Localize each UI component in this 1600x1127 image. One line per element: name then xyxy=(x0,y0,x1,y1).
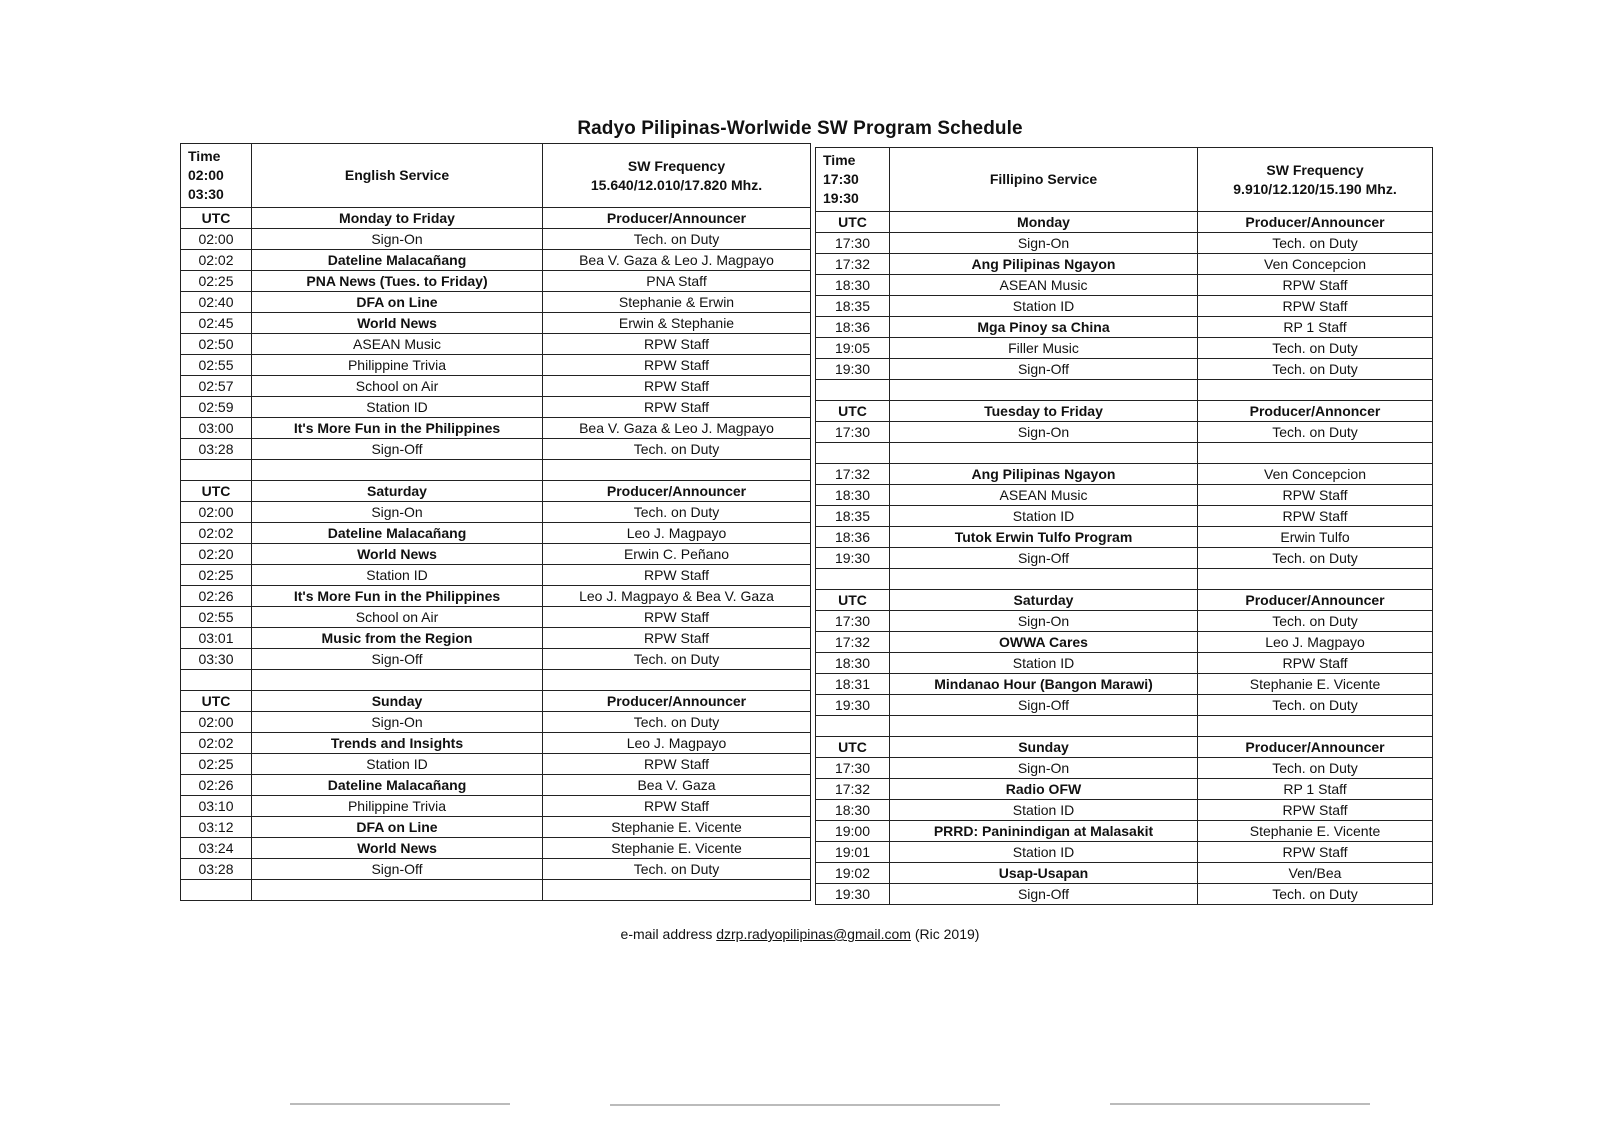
schedule-row xyxy=(181,628,811,649)
time-cell: 18:30 xyxy=(816,275,890,296)
time-cell: 02:26 xyxy=(181,586,252,607)
blank-row xyxy=(181,460,811,481)
program-cell xyxy=(890,569,1198,590)
time-cell: UTC xyxy=(816,737,890,758)
announcer-cell: Producer/Annoncer xyxy=(1198,401,1433,422)
announcer-cell: Bea V. Gaza & Leo J. Magpayo xyxy=(543,250,811,271)
announcer-cell: Tech. on Duty xyxy=(543,649,811,670)
program-cell: ASEAN Music xyxy=(890,485,1198,506)
schedule-row xyxy=(816,611,1433,632)
announcer-cell: Tech. on Duty xyxy=(1198,695,1433,716)
schedule-row xyxy=(816,758,1433,779)
announcer-cell: RPW Staff xyxy=(543,376,811,397)
time-cell xyxy=(816,716,890,737)
program-cell: Sign-On xyxy=(890,233,1198,254)
schedule-row xyxy=(181,397,811,418)
announcer-cell: Leo J. Magpayo xyxy=(543,733,811,754)
scan-edge-mark xyxy=(610,1104,1000,1106)
schedule-row xyxy=(181,565,811,586)
program-cell xyxy=(252,880,543,901)
section-header-row xyxy=(181,691,811,712)
time-cell: UTC xyxy=(816,401,890,422)
announcer-cell: RPW Staff xyxy=(543,565,811,586)
scan-edge-mark xyxy=(1110,1103,1370,1105)
schedule-row xyxy=(181,250,811,271)
announcer-cell: Leo J. Magpayo xyxy=(1198,632,1433,653)
announcer-cell: Erwin C. Peñano xyxy=(543,544,811,565)
time-cell: 17:32 xyxy=(816,779,890,800)
schedule-row xyxy=(816,527,1433,548)
schedule-row xyxy=(816,800,1433,821)
scan-edge-mark xyxy=(290,1103,510,1105)
announcer-cell: Producer/Announcer xyxy=(1198,590,1433,611)
schedule-row xyxy=(816,674,1433,695)
time-cell xyxy=(816,443,890,464)
schedule-row xyxy=(816,653,1433,674)
schedule-row xyxy=(816,275,1433,296)
schedule-row xyxy=(181,775,811,796)
program-cell: Station ID xyxy=(890,800,1198,821)
time-cell: 02:25 xyxy=(181,754,252,775)
time-cell: 03:10 xyxy=(181,796,252,817)
program-cell: Sign-Off xyxy=(252,439,543,460)
schedule-row xyxy=(181,712,811,733)
service-header: Fillipino Service xyxy=(890,148,1198,212)
program-cell xyxy=(890,716,1198,737)
time-cell: 18:30 xyxy=(816,653,890,674)
announcer-cell: RPW Staff xyxy=(543,754,811,775)
time-cell: 18:30 xyxy=(816,800,890,821)
schedule-row xyxy=(816,506,1433,527)
blank-row xyxy=(816,716,1433,737)
time-cell: 17:30 xyxy=(816,422,890,443)
program-cell: Philippine Trivia xyxy=(252,355,543,376)
program-cell: Sign-Off xyxy=(252,859,543,880)
time-cell: 19:30 xyxy=(816,695,890,716)
program-cell: Sign-On xyxy=(252,229,543,250)
schedule-row xyxy=(816,422,1433,443)
program-cell: Filler Music xyxy=(890,338,1198,359)
announcer-cell xyxy=(1198,716,1433,737)
schedule-row xyxy=(181,229,811,250)
time-cell: UTC xyxy=(816,590,890,611)
time-cell: UTC xyxy=(181,208,252,229)
announcer-cell: PNA Staff xyxy=(543,271,811,292)
time-cell: 02:25 xyxy=(181,271,252,292)
announcer-cell xyxy=(1198,380,1433,401)
time-cell: 17:30 xyxy=(816,611,890,632)
announcer-cell: RPW Staff xyxy=(1198,800,1433,821)
program-cell: ASEAN Music xyxy=(252,334,543,355)
footer-suffix: (Ric 2019) xyxy=(910,926,980,942)
announcer-cell: Producer/Announcer xyxy=(543,208,811,229)
section-header-row xyxy=(816,401,1433,422)
announcer-cell: RPW Staff xyxy=(1198,296,1433,317)
time-cell: 02:59 xyxy=(181,397,252,418)
time-cell: 19:30 xyxy=(816,359,890,380)
time-cell: 02:55 xyxy=(181,355,252,376)
program-cell xyxy=(252,460,543,481)
time-cell: 02:02 xyxy=(181,523,252,544)
program-cell: World News xyxy=(252,544,543,565)
time-cell: 02:20 xyxy=(181,544,252,565)
footer-prefix: e-mail address xyxy=(620,926,717,942)
schedule-row xyxy=(181,376,811,397)
time-cell: 03:28 xyxy=(181,859,252,880)
program-cell: Station ID xyxy=(252,565,543,586)
program-cell: Station ID xyxy=(890,296,1198,317)
time-cell: UTC xyxy=(181,481,252,502)
program-cell: Saturday xyxy=(252,481,543,502)
time-cell: 02:00 xyxy=(181,229,252,250)
table-header-row xyxy=(816,148,1433,212)
program-cell: Sign-Off xyxy=(252,649,543,670)
announcer-cell: RPW Staff xyxy=(1198,842,1433,863)
schedule-row xyxy=(181,586,811,607)
time-cell: 02:25 xyxy=(181,565,252,586)
time-cell: 02:55 xyxy=(181,607,252,628)
program-cell: Station ID xyxy=(252,754,543,775)
program-cell: Sign-Off xyxy=(890,359,1198,380)
schedule-row xyxy=(816,296,1433,317)
time-cell: 02:26 xyxy=(181,775,252,796)
time-cell: 03:00 xyxy=(181,418,252,439)
schedule-row xyxy=(816,842,1433,863)
announcer-cell xyxy=(543,670,811,691)
program-cell: Sign-Off xyxy=(890,548,1198,569)
blank-row xyxy=(816,380,1433,401)
announcer-cell: Tech. on Duty xyxy=(1198,359,1433,380)
time-cell: 02:02 xyxy=(181,250,252,271)
schedule-row xyxy=(181,838,811,859)
program-cell: Trends and Insights xyxy=(252,733,543,754)
announcer-cell: RPW Staff xyxy=(543,334,811,355)
time-cell: 18:35 xyxy=(816,506,890,527)
time-cell: 02:02 xyxy=(181,733,252,754)
schedule-row xyxy=(816,317,1433,338)
announcer-cell: Tech. on Duty xyxy=(1198,884,1433,905)
program-cell: Sign-On xyxy=(252,712,543,733)
time-cell: 02:57 xyxy=(181,376,252,397)
program-cell: It's More Fun in the Philippines xyxy=(252,418,543,439)
program-cell: Radio OFW xyxy=(890,779,1198,800)
program-cell: Sunday xyxy=(890,737,1198,758)
time-cell: 03:30 xyxy=(181,649,252,670)
schedule-row xyxy=(816,884,1433,905)
announcer-cell: RPW Staff xyxy=(543,796,811,817)
time-cell: UTC xyxy=(181,691,252,712)
section-header-row xyxy=(816,590,1433,611)
time-cell: 17:32 xyxy=(816,464,890,485)
program-cell: Mga Pinoy sa China xyxy=(890,317,1198,338)
program-cell: PRRD: Paninindigan at Malasakit xyxy=(890,821,1198,842)
schedule-row xyxy=(181,313,811,334)
footer-email-line xyxy=(0,926,1600,942)
announcer-cell: Producer/Announcer xyxy=(543,481,811,502)
announcer-cell: Erwin Tulfo xyxy=(1198,527,1433,548)
announcer-cell: Stephanie E. Vicente xyxy=(1198,821,1433,842)
announcer-cell xyxy=(543,460,811,481)
program-cell xyxy=(890,380,1198,401)
schedule-row xyxy=(816,359,1433,380)
announcer-cell: Stephanie & Erwin xyxy=(543,292,811,313)
announcer-cell: RPW Staff xyxy=(1198,506,1433,527)
schedule-row xyxy=(816,254,1433,275)
program-cell: DFA on Line xyxy=(252,292,543,313)
time-cell: 17:30 xyxy=(816,233,890,254)
blank-row xyxy=(816,443,1433,464)
announcer-cell: Leo J. Magpayo & Bea V. Gaza xyxy=(543,586,811,607)
program-cell: World News xyxy=(252,838,543,859)
schedule-row xyxy=(181,523,811,544)
program-cell: DFA on Line xyxy=(252,817,543,838)
announcer-cell: Tech. on Duty xyxy=(543,502,811,523)
schedule-row xyxy=(181,418,811,439)
schedule-row xyxy=(181,859,811,880)
program-cell: Sunday xyxy=(252,691,543,712)
time-cell: UTC xyxy=(816,212,890,233)
time-cell: 03:28 xyxy=(181,439,252,460)
announcer-cell xyxy=(1198,569,1433,590)
time-cell: 18:36 xyxy=(816,317,890,338)
time-cell xyxy=(181,880,252,901)
time-cell xyxy=(816,569,890,590)
program-cell: Sign-Off xyxy=(890,695,1198,716)
announcer-cell: RPW Staff xyxy=(543,607,811,628)
time-cell: 18:31 xyxy=(816,674,890,695)
program-cell: OWWA Cares xyxy=(890,632,1198,653)
time-cell: 19:30 xyxy=(816,884,890,905)
announcer-cell: RPW Staff xyxy=(543,397,811,418)
time-cell xyxy=(181,460,252,481)
page-title: Radyo Pilipinas-Worlwide SW Program Schedule xyxy=(577,118,1023,139)
schedule-row xyxy=(816,464,1433,485)
announcer-cell: Tech. on Duty xyxy=(543,712,811,733)
announcer-cell xyxy=(543,880,811,901)
program-cell: Tutok Erwin Tulfo Program xyxy=(890,527,1198,548)
schedule-row xyxy=(181,607,811,628)
program-cell: PNA News (Tues. to Friday) xyxy=(252,271,543,292)
time-cell: 18:30 xyxy=(816,485,890,506)
announcer-cell: Producer/Announcer xyxy=(543,691,811,712)
time-cell: 19:05 xyxy=(816,338,890,359)
program-cell: Station ID xyxy=(890,842,1198,863)
section-header-row xyxy=(816,737,1433,758)
program-cell: ASEAN Music xyxy=(890,275,1198,296)
program-cell: School on Air xyxy=(252,607,543,628)
program-cell: Music from the Region xyxy=(252,628,543,649)
time-cell: 03:24 xyxy=(181,838,252,859)
announcer-cell: Tech. on Duty xyxy=(543,859,811,880)
announcer-cell: RPW Staff xyxy=(1198,485,1433,506)
time-cell: 19:00 xyxy=(816,821,890,842)
english-service-table xyxy=(180,143,811,901)
time-cell: 19:01 xyxy=(816,842,890,863)
time-cell: 17:32 xyxy=(816,254,890,275)
program-cell: Sign-Off xyxy=(890,884,1198,905)
schedule-row xyxy=(181,292,811,313)
time-cell: 17:32 xyxy=(816,632,890,653)
schedule-row xyxy=(181,544,811,565)
time-cell: 02:00 xyxy=(181,712,252,733)
announcer-cell: Tech. on Duty xyxy=(1198,758,1433,779)
announcer-cell: Ven Concepcion xyxy=(1198,464,1433,485)
program-cell xyxy=(252,670,543,691)
program-cell: Station ID xyxy=(890,653,1198,674)
time-cell: 19:30 xyxy=(816,548,890,569)
announcer-cell: Leo J. Magpayo xyxy=(543,523,811,544)
section-header-row xyxy=(181,481,811,502)
announcer-cell: Bea V. Gaza xyxy=(543,775,811,796)
time-cell: 18:35 xyxy=(816,296,890,317)
blank-row xyxy=(816,569,1433,590)
frequency-header: SW Frequency 15.640/12.010/17.820 Mhz. xyxy=(543,144,811,208)
time-cell: 17:30 xyxy=(816,758,890,779)
schedule-row xyxy=(181,439,811,460)
frequency-header: SW Frequency 9.910/12.120/15.190 Mhz. xyxy=(1198,148,1433,212)
program-cell: Dateline Malacañang xyxy=(252,775,543,796)
announcer-cell: Tech. on Duty xyxy=(1198,548,1433,569)
time-cell xyxy=(816,380,890,401)
schedule-row xyxy=(181,271,811,292)
program-cell: Saturday xyxy=(890,590,1198,611)
announcer-cell: Tech. on Duty xyxy=(1198,338,1433,359)
announcer-cell: Stephanie E. Vicente xyxy=(543,838,811,859)
schedule-row xyxy=(816,548,1433,569)
announcer-cell: RPW Staff xyxy=(1198,275,1433,296)
time-cell xyxy=(181,670,252,691)
program-cell: Sign-On xyxy=(890,758,1198,779)
schedule-row xyxy=(816,632,1433,653)
schedule-row xyxy=(816,338,1433,359)
program-cell: Sign-On xyxy=(890,422,1198,443)
schedule-row xyxy=(816,863,1433,884)
section-header-row xyxy=(816,212,1433,233)
announcer-cell: Ven/Bea xyxy=(1198,863,1433,884)
announcer-cell: RPW Staff xyxy=(1198,653,1433,674)
program-cell: Monday xyxy=(890,212,1198,233)
time-header: Time 02:00 03:30 xyxy=(181,144,252,208)
announcer-cell: Tech. on Duty xyxy=(1198,422,1433,443)
schedule-row xyxy=(181,754,811,775)
announcer-cell xyxy=(1198,443,1433,464)
schedule-row xyxy=(816,779,1433,800)
program-cell: Tuesday to Friday xyxy=(890,401,1198,422)
announcer-cell: RPW Staff xyxy=(543,355,811,376)
program-cell: Usap-Usapan xyxy=(890,863,1198,884)
time-cell: 03:12 xyxy=(181,817,252,838)
program-cell: World News xyxy=(252,313,543,334)
time-cell: 02:50 xyxy=(181,334,252,355)
announcer-cell: Producer/Announcer xyxy=(1198,212,1433,233)
program-cell: Dateline Malacañang xyxy=(252,523,543,544)
program-cell: School on Air xyxy=(252,376,543,397)
program-cell xyxy=(890,443,1198,464)
time-cell: 03:01 xyxy=(181,628,252,649)
announcer-cell: RPW Staff xyxy=(543,628,811,649)
time-cell: 02:40 xyxy=(181,292,252,313)
program-cell: It's More Fun in the Philippines xyxy=(252,586,543,607)
schedule-row xyxy=(181,817,811,838)
schedule-row xyxy=(181,355,811,376)
program-cell: Sign-On xyxy=(252,502,543,523)
program-cell: Ang Pilipinas Ngayon xyxy=(890,254,1198,275)
table-header-row xyxy=(181,144,811,208)
schedule-row xyxy=(816,485,1433,506)
schedule-row xyxy=(816,821,1433,842)
announcer-cell: Erwin & Stephanie xyxy=(543,313,811,334)
announcer-cell: Tech. on Duty xyxy=(543,439,811,460)
filipino-service-table xyxy=(815,147,1433,905)
schedule-row xyxy=(181,649,811,670)
email-link[interactable]: dzrp.radyopilipinas@gmail.com xyxy=(716,926,911,942)
schedule-row xyxy=(181,796,811,817)
schedule-row xyxy=(816,695,1433,716)
schedule-row xyxy=(181,733,811,754)
schedule-row xyxy=(181,502,811,523)
program-cell: Station ID xyxy=(252,397,543,418)
announcer-cell: Stephanie E. Vicente xyxy=(543,817,811,838)
section-header-row xyxy=(181,208,811,229)
program-cell: Ang Pilipinas Ngayon xyxy=(890,464,1198,485)
program-cell: Philippine Trivia xyxy=(252,796,543,817)
time-cell: 02:45 xyxy=(181,313,252,334)
program-cell: Monday to Friday xyxy=(252,208,543,229)
program-cell: Mindanao Hour (Bangon Marawi) xyxy=(890,674,1198,695)
time-cell: 02:00 xyxy=(181,502,252,523)
announcer-cell: Tech. on Duty xyxy=(1198,233,1433,254)
schedule-row xyxy=(181,334,811,355)
time-header: Time 17:30 19:30 xyxy=(816,148,890,212)
program-cell: Dateline Malacañang xyxy=(252,250,543,271)
service-header: English Service xyxy=(252,144,543,208)
blank-row xyxy=(181,670,811,691)
announcer-cell: Ven Concepcion xyxy=(1198,254,1433,275)
announcer-cell: Stephanie E. Vicente xyxy=(1198,674,1433,695)
announcer-cell: RP 1 Staff xyxy=(1198,317,1433,338)
time-cell: 19:02 xyxy=(816,863,890,884)
time-cell: 18:36 xyxy=(816,527,890,548)
announcer-cell: Producer/Announcer xyxy=(1198,737,1433,758)
announcer-cell: Tech. on Duty xyxy=(543,229,811,250)
announcer-cell: Tech. on Duty xyxy=(1198,611,1433,632)
program-cell: Station ID xyxy=(890,506,1198,527)
program-cell: Sign-On xyxy=(890,611,1198,632)
announcer-cell: RP 1 Staff xyxy=(1198,779,1433,800)
announcer-cell: Bea V. Gaza & Leo J. Magpayo xyxy=(543,418,811,439)
schedule-row xyxy=(816,233,1433,254)
blank-row xyxy=(181,880,811,901)
